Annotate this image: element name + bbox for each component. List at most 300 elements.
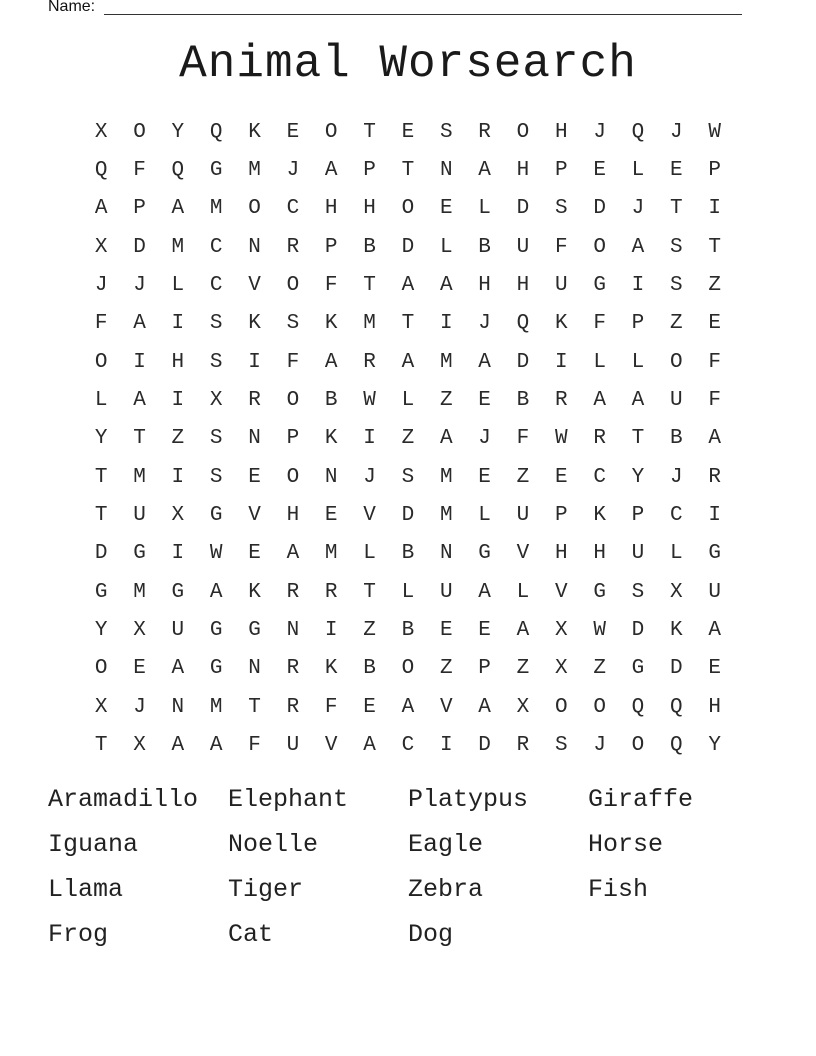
grid-cell[interactable]: K — [248, 312, 261, 336]
grid-cell[interactable]: H — [593, 542, 606, 566]
grid-cell[interactable]: E — [708, 657, 721, 681]
grid-row — [82, 688, 734, 726]
grid-cell[interactable]: M — [439, 465, 453, 489]
grid-cell[interactable]: V — [439, 695, 453, 719]
grid-cell[interactable]: D — [516, 350, 530, 374]
grid-cell[interactable]: Y — [631, 465, 645, 489]
grid-cell[interactable]: O — [631, 734, 645, 758]
grid-cell[interactable]: O — [133, 120, 146, 144]
grid-cell[interactable]: O — [516, 120, 530, 144]
grid-cell[interactable]: P — [554, 159, 568, 183]
grid-cell[interactable]: I — [171, 389, 185, 413]
grid-cell[interactable]: I — [554, 350, 568, 374]
grid-cell[interactable]: T — [708, 235, 721, 259]
grid-cell[interactable]: N — [248, 235, 261, 259]
grid-cell[interactable]: H — [286, 504, 300, 528]
grid-cell[interactable]: I — [248, 350, 261, 374]
grid-cell[interactable]: N — [286, 619, 300, 643]
grid-cell[interactable]: S — [286, 312, 300, 336]
grid-cell[interactable]: M — [324, 542, 338, 566]
grid-cell[interactable]: I — [708, 504, 721, 528]
grid-cell[interactable]: Z — [516, 657, 530, 681]
grid-cell[interactable]: O — [248, 197, 261, 221]
grid-cell[interactable]: M — [209, 197, 223, 221]
grid-cell[interactable]: X — [94, 120, 108, 144]
grid-cell[interactable]: U — [516, 235, 530, 259]
grid-cell[interactable]: R — [286, 657, 300, 681]
grid-cell[interactable]: R — [554, 389, 568, 413]
grid-cell[interactable]: N — [171, 695, 185, 719]
grid-cell[interactable]: J — [133, 274, 146, 298]
grid-cell[interactable]: D — [670, 657, 683, 681]
grid-cell[interactable]: A — [631, 235, 645, 259]
grid-cell[interactable]: F — [133, 159, 146, 183]
grid-cell[interactable]: T — [670, 197, 683, 221]
grid-cell[interactable]: Q — [94, 159, 108, 183]
grid-cell[interactable]: W — [209, 542, 223, 566]
grid-cell[interactable]: H — [171, 350, 185, 374]
grid-cell[interactable]: T — [94, 504, 108, 528]
grid-cell[interactable]: O — [670, 350, 683, 374]
grid-cell[interactable]: F — [593, 312, 606, 336]
grid-cell[interactable]: A — [94, 197, 108, 221]
grid-cell[interactable]: B — [363, 235, 376, 259]
grid-cell[interactable]: T — [631, 427, 645, 451]
grid-cell[interactable]: G — [593, 580, 606, 604]
grid-cell[interactable]: K — [670, 619, 683, 643]
grid-cell[interactable]: A — [401, 695, 415, 719]
grid-cell[interactable]: C — [670, 504, 683, 528]
grid-cell[interactable]: M — [363, 312, 376, 336]
grid-cell[interactable]: B — [670, 427, 683, 451]
grid-cell[interactable]: B — [516, 389, 530, 413]
grid-cell[interactable]: F — [708, 350, 721, 374]
grid-cell[interactable]: O — [286, 465, 300, 489]
grid-cell[interactable]: E — [439, 197, 453, 221]
grid-cell[interactable]: T — [401, 312, 415, 336]
grid-cell[interactable]: Z — [439, 657, 453, 681]
grid-cell[interactable]: M — [248, 159, 261, 183]
grid-cell[interactable]: Q — [670, 734, 683, 758]
grid-cell[interactable]: Z — [363, 619, 376, 643]
grid-cell[interactable]: F — [708, 389, 721, 413]
grid-cell[interactable]: K — [248, 580, 261, 604]
name-line[interactable] — [104, 14, 742, 15]
grid-cell[interactable]: Q — [631, 120, 645, 144]
grid-cell[interactable]: T — [363, 120, 376, 144]
grid-cell[interactable]: U — [670, 389, 683, 413]
grid-cell[interactable]: F — [286, 350, 300, 374]
word-row — [48, 777, 768, 822]
grid-cell[interactable]: S — [401, 465, 415, 489]
grid-cell[interactable]: S — [554, 197, 568, 221]
grid-cell[interactable]: Q — [670, 695, 683, 719]
grid-cell[interactable]: Z — [401, 427, 415, 451]
grid-cell[interactable]: R — [478, 120, 491, 144]
grid-cell[interactable]: G — [209, 504, 223, 528]
grid-cell[interactable]: E — [593, 159, 606, 183]
grid-cell[interactable]: X — [554, 657, 568, 681]
grid-cell[interactable]: G — [209, 159, 223, 183]
grid-cell[interactable]: U — [516, 504, 530, 528]
grid-cell[interactable]: S — [209, 427, 223, 451]
grid-cell[interactable]: T — [401, 159, 415, 183]
grid-cell[interactable]: O — [324, 120, 338, 144]
grid-cell[interactable]: M — [209, 695, 223, 719]
grid-cell[interactable]: Q — [171, 159, 185, 183]
grid-cell[interactable]: E — [670, 159, 683, 183]
grid-cell[interactable]: I — [133, 350, 146, 374]
grid-cell[interactable]: G — [171, 580, 185, 604]
grid-cell[interactable]: X — [209, 389, 223, 413]
grid-cell[interactable]: Y — [171, 120, 185, 144]
grid-cell[interactable]: J — [133, 695, 146, 719]
grid-cell[interactable]: D — [401, 504, 415, 528]
grid-cell[interactable]: A — [708, 619, 721, 643]
grid-cell[interactable]: A — [401, 350, 415, 374]
grid-cell[interactable]: R — [363, 350, 376, 374]
grid-cell[interactable]: L — [670, 542, 683, 566]
grid-cell[interactable]: W — [363, 389, 376, 413]
grid-cell[interactable]: I — [631, 274, 645, 298]
grid-cell[interactable]: A — [439, 274, 453, 298]
grid-cell[interactable]: V — [554, 580, 568, 604]
grid-cell[interactable]: U — [439, 580, 453, 604]
grid-cell[interactable]: X — [133, 619, 146, 643]
grid-cell[interactable]: I — [171, 542, 185, 566]
grid-cell[interactable]: D — [94, 542, 108, 566]
grid-cell[interactable]: F — [248, 734, 261, 758]
grid-cell[interactable]: P — [324, 235, 338, 259]
grid-cell[interactable]: V — [324, 734, 338, 758]
grid-cell[interactable]: I — [708, 197, 721, 221]
grid-cell[interactable]: O — [401, 657, 415, 681]
grid-cell[interactable]: Y — [94, 427, 108, 451]
grid-cell[interactable]: R — [593, 427, 606, 451]
word-list — [48, 777, 768, 957]
grid-cell[interactable]: R — [286, 695, 300, 719]
grid-cell[interactable]: X — [670, 580, 683, 604]
grid-cell[interactable]: E — [324, 504, 338, 528]
grid-cell[interactable]: S — [439, 120, 453, 144]
grid-cell[interactable]: A — [478, 695, 491, 719]
grid-cell[interactable]: B — [478, 235, 491, 259]
grid-cell[interactable]: I — [171, 465, 185, 489]
grid-cell[interactable]: F — [94, 312, 108, 336]
grid-cell[interactable]: D — [478, 734, 491, 758]
word-item: Fish — [588, 875, 649, 904]
grid-cell[interactable]: W — [554, 427, 568, 451]
grid-cell[interactable]: V — [248, 504, 261, 528]
grid-cell[interactable]: X — [94, 695, 108, 719]
grid-cell[interactable]: E — [286, 120, 300, 144]
grid-cell[interactable]: T — [94, 465, 108, 489]
grid-cell[interactable]: K — [324, 427, 338, 451]
grid-cell[interactable]: P — [478, 657, 491, 681]
grid-cell[interactable]: X — [133, 734, 146, 758]
grid-cell[interactable]: C — [286, 197, 300, 221]
grid-cell[interactable]: U — [631, 542, 645, 566]
grid-cell[interactable]: A — [708, 427, 721, 451]
grid-cell[interactable]: I — [363, 427, 376, 451]
grid-cell[interactable]: K — [324, 312, 338, 336]
grid-cell[interactable]: X — [516, 695, 530, 719]
grid-cell[interactable]: L — [439, 235, 453, 259]
grid-cell[interactable]: Z — [171, 427, 185, 451]
grid-cell[interactable]: A — [324, 350, 338, 374]
grid-cell[interactable]: S — [670, 274, 683, 298]
grid-cell[interactable]: L — [631, 350, 645, 374]
grid-cell[interactable]: A — [478, 350, 491, 374]
grid-cell[interactable]: X — [171, 504, 185, 528]
grid-cell[interactable]: P — [363, 159, 376, 183]
grid-cell[interactable]: A — [363, 734, 376, 758]
grid-cell[interactable]: L — [631, 159, 645, 183]
grid-cell[interactable]: U — [708, 580, 721, 604]
grid-cell[interactable]: Z — [593, 657, 606, 681]
grid-cell[interactable]: O — [94, 657, 108, 681]
grid-cell[interactable]: O — [593, 235, 606, 259]
grid-cell[interactable]: K — [324, 657, 338, 681]
grid-cell[interactable]: O — [286, 389, 300, 413]
grid-cell[interactable]: S — [670, 235, 683, 259]
grid-cell[interactable]: S — [554, 734, 568, 758]
grid-cell[interactable]: R — [248, 389, 261, 413]
grid-cell[interactable]: O — [94, 350, 108, 374]
grid-cell[interactable]: T — [363, 580, 376, 604]
name-label: Name: — [48, 0, 96, 15]
grid-cell[interactable]: Z — [708, 274, 721, 298]
grid-cell[interactable]: A — [324, 159, 338, 183]
grid-cell[interactable]: B — [401, 542, 415, 566]
grid-cell[interactable]: F — [324, 274, 338, 298]
grid-cell[interactable]: F — [324, 695, 338, 719]
grid-cell[interactable]: C — [401, 734, 415, 758]
grid-cell[interactable]: J — [478, 427, 491, 451]
grid-cell[interactable]: L — [478, 197, 491, 221]
grid-cell[interactable]: U — [133, 504, 146, 528]
grid-cell[interactable]: M — [133, 465, 146, 489]
grid-cell[interactable]: M — [171, 235, 185, 259]
grid-cell[interactable]: E — [439, 619, 453, 643]
grid-cell[interactable]: O — [593, 695, 606, 719]
grid-cell[interactable]: K — [593, 504, 606, 528]
grid-cell[interactable]: N — [248, 657, 261, 681]
grid-cell[interactable]: D — [133, 235, 146, 259]
grid-cell[interactable]: H — [516, 274, 530, 298]
grid-cell[interactable]: A — [209, 734, 223, 758]
grid-cell[interactable]: J — [94, 274, 108, 298]
grid-cell[interactable]: E — [478, 389, 491, 413]
grid-cell[interactable]: P — [631, 504, 645, 528]
grid-cell[interactable]: I — [171, 312, 185, 336]
grid-cell[interactable]: C — [209, 235, 223, 259]
grid-cell[interactable]: P — [133, 197, 146, 221]
grid-cell[interactable]: V — [363, 504, 376, 528]
grid-cell[interactable]: G — [248, 619, 261, 643]
grid-cell[interactable]: Q — [516, 312, 530, 336]
grid-cell[interactable]: Y — [708, 734, 721, 758]
grid-cell[interactable]: P — [631, 312, 645, 336]
grid-cell[interactable]: J — [286, 159, 300, 183]
grid-cell[interactable]: D — [631, 619, 645, 643]
grid-cell[interactable]: G — [708, 542, 721, 566]
grid-cell[interactable]: L — [171, 274, 185, 298]
grid-row — [82, 151, 734, 189]
grid-cell[interactable]: M — [439, 350, 453, 374]
grid-cell[interactable]: T — [133, 427, 146, 451]
grid-cell[interactable]: A — [401, 274, 415, 298]
grid-cell[interactable]: C — [593, 465, 606, 489]
grid-cell[interactable]: G — [478, 542, 491, 566]
grid-cell[interactable]: A — [133, 389, 146, 413]
grid-cell[interactable]: A — [209, 580, 223, 604]
grid-cell[interactable]: A — [171, 734, 185, 758]
grid-cell[interactable]: E — [478, 465, 491, 489]
grid-cell[interactable]: G — [209, 657, 223, 681]
grid-cell[interactable]: O — [286, 274, 300, 298]
grid-cell[interactable]: H — [478, 274, 491, 298]
grid-cell[interactable]: U — [286, 734, 300, 758]
grid-cell[interactable]: J — [593, 734, 606, 758]
grid-cell[interactable]: R — [708, 465, 721, 489]
word-item: Horse — [588, 830, 664, 859]
grid-cell[interactable]: J — [478, 312, 491, 336]
grid-cell[interactable]: Z — [516, 465, 530, 489]
grid-cell[interactable]: A — [631, 389, 645, 413]
grid-cell[interactable]: G — [593, 274, 606, 298]
grid-cell[interactable]: Y — [94, 619, 108, 643]
grid-cell[interactable]: R — [324, 580, 338, 604]
grid-cell[interactable]: F — [554, 235, 568, 259]
grid-cell[interactable]: K — [248, 120, 261, 144]
grid-cell[interactable]: E — [133, 657, 146, 681]
grid-cell[interactable]: R — [516, 734, 530, 758]
grid-cell[interactable]: H — [554, 542, 568, 566]
grid-cell[interactable]: F — [516, 427, 530, 451]
grid-cell[interactable]: J — [670, 120, 683, 144]
grid-cell[interactable]: M — [133, 580, 146, 604]
grid-cell[interactable]: J — [593, 120, 606, 144]
grid-cell[interactable]: W — [708, 120, 721, 144]
grid-cell[interactable]: G — [133, 542, 146, 566]
grid-cell[interactable]: H — [363, 197, 376, 221]
grid-cell[interactable]: V — [248, 274, 261, 298]
grid-cell[interactable]: A — [286, 542, 300, 566]
grid-row — [82, 113, 734, 151]
grid-cell[interactable]: P — [708, 159, 721, 183]
grid-cell[interactable]: J — [670, 465, 683, 489]
grid-cell[interactable]: I — [439, 734, 453, 758]
grid-cell[interactable]: L — [94, 389, 108, 413]
grid-cell[interactable]: N — [248, 427, 261, 451]
grid-cell[interactable]: N — [324, 465, 338, 489]
grid-cell[interactable]: G — [209, 619, 223, 643]
grid-cell[interactable]: H — [324, 197, 338, 221]
grid-cell[interactable]: V — [516, 542, 530, 566]
grid-cell[interactable]: B — [324, 389, 338, 413]
grid-cell[interactable]: L — [401, 389, 415, 413]
grid-cell[interactable]: E — [708, 312, 721, 336]
grid-cell[interactable]: T — [248, 695, 261, 719]
grid-cell[interactable]: S — [209, 465, 223, 489]
grid-cell[interactable]: L — [593, 350, 606, 374]
grid-cell[interactable]: S — [209, 350, 223, 374]
grid-cell[interactable]: X — [554, 619, 568, 643]
grid-cell[interactable]: G — [631, 657, 645, 681]
grid-cell[interactable]: A — [516, 619, 530, 643]
grid-cell[interactable]: Z — [670, 312, 683, 336]
grid-cell[interactable]: O — [401, 197, 415, 221]
grid-cell[interactable]: H — [708, 695, 721, 719]
grid-cell[interactable]: A — [593, 389, 606, 413]
grid-cell[interactable]: B — [401, 619, 415, 643]
grid-cell[interactable]: E — [248, 542, 261, 566]
grid-cell[interactable]: A — [478, 580, 491, 604]
grid-cell[interactable]: S — [631, 580, 645, 604]
grid-cell[interactable]: A — [133, 312, 146, 336]
grid-cell[interactable]: R — [286, 235, 300, 259]
grid-cell[interactable]: Z — [439, 389, 453, 413]
grid-cell[interactable]: I — [324, 619, 338, 643]
grid-row — [82, 535, 734, 573]
grid-cell[interactable]: A — [171, 657, 185, 681]
grid-cell[interactable]: L — [516, 580, 530, 604]
grid-cell[interactable]: P — [286, 427, 300, 451]
grid-cell[interactable]: D — [516, 197, 530, 221]
grid-cell[interactable]: H — [554, 120, 568, 144]
grid-cell[interactable]: E — [248, 465, 261, 489]
grid-cell[interactable]: E — [478, 619, 491, 643]
grid-cell[interactable]: I — [439, 312, 453, 336]
grid-cell[interactable]: U — [171, 619, 185, 643]
grid-cell[interactable]: X — [94, 235, 108, 259]
grid-cell[interactable]: O — [554, 695, 568, 719]
grid-cell[interactable]: W — [593, 619, 606, 643]
grid-cell[interactable]: G — [94, 580, 108, 604]
grid-cell[interactable]: K — [554, 312, 568, 336]
grid-cell[interactable]: E — [554, 465, 568, 489]
grid-cell[interactable]: L — [478, 504, 491, 528]
grid-cell[interactable]: N — [439, 159, 453, 183]
word-item: Platypus — [408, 785, 529, 814]
grid-cell[interactable]: N — [439, 542, 453, 566]
grid-cell[interactable]: Q — [209, 120, 223, 144]
grid-cell[interactable]: D — [593, 197, 606, 221]
grid-cell[interactable]: A — [439, 427, 453, 451]
grid-cell[interactable]: A — [478, 159, 491, 183]
grid-cell[interactable]: S — [209, 312, 223, 336]
grid-cell[interactable]: J — [363, 465, 376, 489]
grid-cell[interactable]: U — [554, 274, 568, 298]
grid-cell[interactable]: J — [631, 197, 645, 221]
grid-cell[interactable]: A — [171, 197, 185, 221]
grid-cell[interactable]: T — [94, 734, 108, 758]
grid-cell[interactable]: E — [401, 120, 415, 144]
grid-cell[interactable]: D — [401, 235, 415, 259]
grid-cell[interactable]: Q — [631, 695, 645, 719]
grid-cell[interactable]: P — [554, 504, 568, 528]
grid-cell[interactable]: E — [363, 695, 376, 719]
grid-cell[interactable]: L — [363, 542, 376, 566]
grid-cell[interactable]: C — [209, 274, 223, 298]
grid-cell[interactable]: M — [439, 504, 453, 528]
grid-cell[interactable]: T — [363, 274, 376, 298]
grid-cell[interactable]: L — [401, 580, 415, 604]
grid-cell[interactable]: H — [516, 159, 530, 183]
grid-cell[interactable]: B — [363, 657, 376, 681]
grid-cell[interactable]: R — [286, 580, 300, 604]
